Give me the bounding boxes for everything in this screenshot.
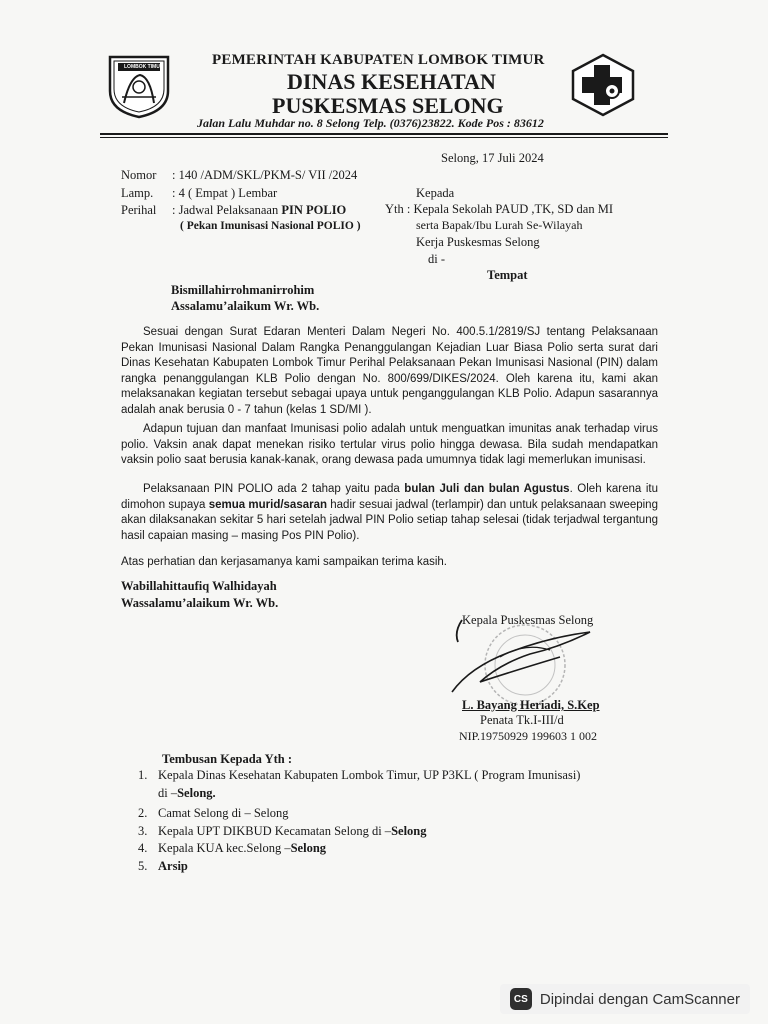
- header-line2: DINAS KESEHATAN: [287, 69, 496, 94]
- list-item-number: 2.: [138, 806, 148, 820]
- tembusan-heading: Tembusan Kepada Yth :: [162, 752, 293, 766]
- salam-opening: Assalamu’alaikum Wr. Wb.: [171, 299, 320, 313]
- nomor-value: : 140 /ADM/SKL/PKM-S/ VII /2024: [172, 168, 358, 182]
- list-item: [138, 823, 580, 841]
- paragraph-4: Atas perhatian dan kerjasamanya kami sampaikan terima kasih.: [121, 556, 447, 568]
- list-item: [138, 805, 580, 823]
- p3-part-e: hadir sesuai jadwal (terlampir) dan untuk pelaksanaan sweeping akan dilaksanakan sekitar 5 hari setelah jadwal PIN Polio setiap tahap selesai (tidak terjadwal tergantung hasil capaian masing – masing Pos PIN Polio).: [121, 498, 658, 542]
- letter-date: Selong, 17 Juli 2024: [441, 151, 544, 165]
- recipient-tempat: Tempat: [487, 268, 528, 282]
- kepada-label: Kepada: [416, 186, 455, 200]
- closing-line1: Wabillahittaufiq Walhidayah: [121, 579, 277, 593]
- yth-line1: Yth : Kepala Sekolah PAUD ,TK, SD dan MI: [385, 202, 613, 216]
- nomor-label: Nomor: [121, 168, 157, 182]
- list-item-bold: Selong.: [177, 785, 216, 800]
- perihal-bold: PIN POLIO: [281, 203, 347, 217]
- closing-line2: Wassalamu’alaikum Wr. Wb.: [121, 596, 279, 610]
- lamp-value: : 4 ( Empat ) Lembar: [172, 186, 278, 200]
- header-rule-thin: [100, 137, 668, 138]
- perihal-label: Perihal: [121, 203, 157, 217]
- signatory-nip: NIP.19750929 199603 1 002: [459, 729, 598, 743]
- list-item-number: 1.: [138, 768, 148, 782]
- list-item-text: Kepala KUA kec.Selong –: [158, 841, 291, 855]
- header-address: Jalan Lalu Muhdar no. 8 Selong Telp. (0376)23822. Kode Pos : 83612: [197, 116, 544, 130]
- paragraph-2: Adapun tujuan dan manfaat Imunisasi polio adalah untuk menguatkan imunitas anak terhadap virus polio. Vaksin anak dapat menekan risiko tertular virus polio hingga dewasa. Bila sudah mendapatkan vaksin polio saat berusia kanak-kanak, orang dewasa pada umumnya tidak lagi memerlukan imunisasi.: [121, 423, 658, 466]
- list-item-number: 4.: [138, 841, 148, 855]
- list-item-continuation: [138, 785, 580, 803]
- list-item: [138, 840, 580, 858]
- p3-part-c: . Oleh karena itu dimohon supaya: [121, 483, 658, 511]
- list-item-text: Camat Selong di – Selong: [158, 806, 289, 820]
- recipient-line2: serta Bapak/Ibu Lurah Se-Wilayah: [416, 218, 583, 232]
- p3-part-b: bulan Juli dan bulan Agustus: [404, 483, 570, 495]
- emblem-label: LOMBOK TIMUR: [124, 64, 164, 70]
- list-item-number: 5.: [138, 858, 148, 873]
- list-item-bold: Arsip: [158, 858, 188, 873]
- list-item-bold: Selong: [391, 823, 427, 838]
- health-cross-logo: [570, 53, 636, 117]
- list-item: [138, 767, 580, 785]
- camscanner-text: Dipindai dengan CamScanner: [539, 990, 740, 1008]
- list-item-text: di –: [158, 785, 178, 800]
- bismillah: Bismillahirrohmanirrohim: [171, 283, 315, 297]
- lombok-timur-emblem: [104, 53, 174, 119]
- perihal-prefix: : Jadwal Pelaksanaan: [172, 203, 282, 217]
- list-item-bold: Selong: [290, 841, 327, 855]
- signatory-name: L. Bayang Heriadi, S.Kep: [462, 698, 600, 712]
- header-line1: PEMERINTAH KABUPATEN LOMBOK TIMUR: [212, 52, 545, 68]
- header-rule-thick: [100, 133, 668, 135]
- list-item: [138, 858, 580, 876]
- list-item-text: Kepala UPT DIKBUD Kecamatan Selong di –: [158, 823, 392, 838]
- p3-part-a: Pelaksanaan PIN POLIO ada 2 tahap yaitu pada: [143, 483, 405, 495]
- paragraph-1: Sesuai dengan Surat Edaran Menteri Dalam Negeri No. 400.5.1/2819/SJ tentang Pelaksanaan Pekan Imunisasi Nasional Dalam Rangka Penanggulangan Kejadian Luar Biasa Polio serta surat dari Dinas Kesehatan Kabupaten Lombok Timur Perihal Pelaksanaan Pekan Imunisasi Nasional (PIN) dalam rangka penanggulangan KLB Polio dengan No. 800/699/DIKES/2024. Oleh karena itu, kami akan melaksanakan kegiatan tersebut sebagai upaya untuk penganggulangan KLB Polio. Adapun sasarannya adalah anak berusia 0 - 7 tahun (kelas 1 SD/MI ).: [121, 326, 658, 416]
- tembusan-list: [138, 767, 580, 875]
- list-item-text: Kepala Dinas Kesehatan Kabupaten Lombok Timur, UP P3KL ( Program Imunisasi): [158, 768, 581, 782]
- signature-title: Kepala Puskesmas Selong: [462, 613, 594, 627]
- recipient-line3: Kerja Puskesmas Selong: [416, 235, 540, 249]
- lamp-label: Lamp.: [121, 186, 154, 200]
- camscanner-icon: CS: [510, 988, 532, 1010]
- p3-part-d: semua murid/sasaran: [208, 498, 328, 511]
- header-line3: PUSKESMAS SELONG: [272, 93, 504, 118]
- list-item-number: 3.: [138, 823, 148, 838]
- recipient-di: di -: [428, 252, 446, 266]
- handwritten-signature: [440, 612, 610, 702]
- paragraph-3: [121, 482, 658, 544]
- perihal-line2: ( Pekan Imunisasi Nasional POLIO ): [180, 220, 361, 232]
- camscanner-watermark: [500, 984, 750, 1014]
- signatory-rank: Penata Tk.I-III/d: [480, 713, 564, 727]
